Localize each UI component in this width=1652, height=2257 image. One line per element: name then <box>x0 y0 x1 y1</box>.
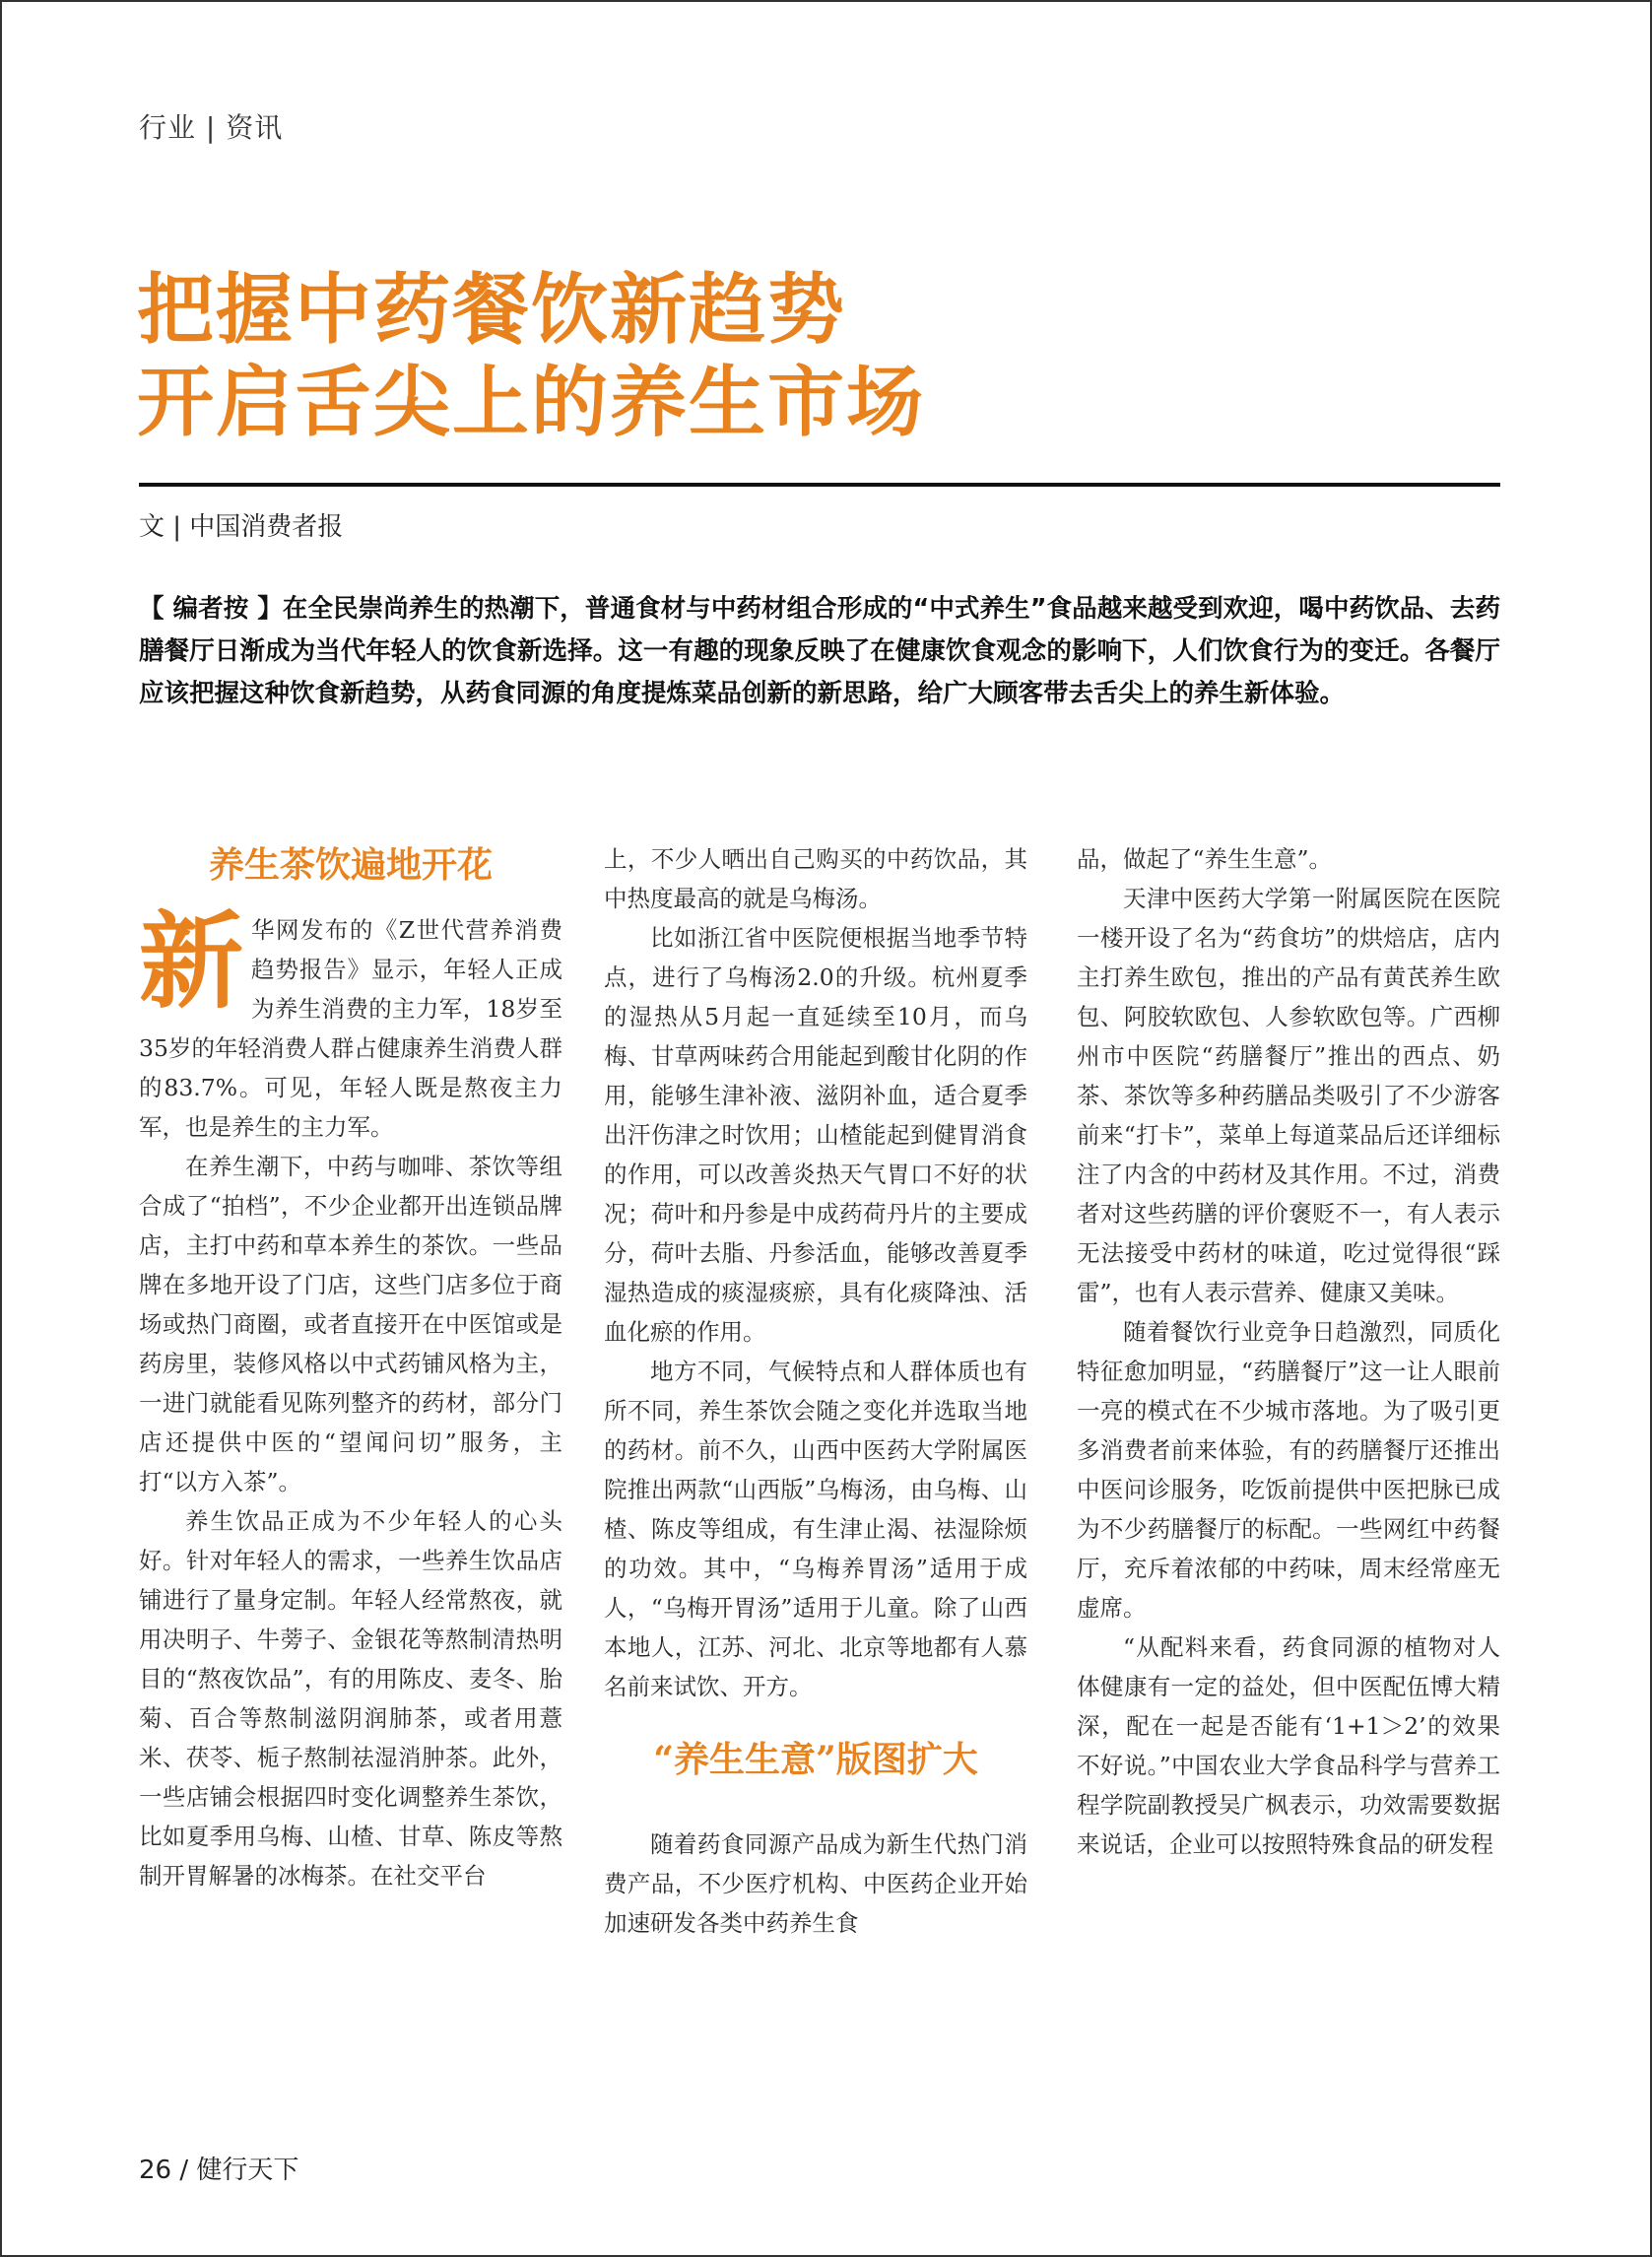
column-1 <box>139 839 562 1895</box>
paragraph: 天津中医药大学第一附属医院在医院一楼开设了名为“药食坊”的烘焙店，店内主打养生欧包，推出的产品有黄芪养生欧包、阿胶软欧包、人参软欧包等。广西柳州市中医院“药膳餐厅”推出的西点、奶茶、茶饮等多种药膳品类吸引了不少游客前来“打卡”，菜单上每道菜品后还详细标注了内含的中药材及其作用。不过，消费者对这些药膳的评价褒贬不一，有人表示无法接受中药材的味道，吃过觉得很“踩雷”，也有人表示营养、健康又美味。 <box>1077 885 1500 1306</box>
paragraph: 随着药食同源产品成为新生代热门消费产品，不少医疗机构、中医药企业开始加速研发各类中药养生食 <box>604 1830 1027 1937</box>
title-line-1: 把握中药餐饮新趋势 <box>137 265 847 355</box>
section-heading-business: “养生生意”版图扩大 <box>653 1739 978 1780</box>
paragraph: 地方不同，气候特点和人群体质也有所不同，养生茶饮会随之变化并选取当地的药材。前不久，山西中医药大学附属医院推出两款“山西版”乌梅汤，由乌梅、山楂、陈皮等组成，有生津止渴、祛湿除烦的功效。其中，“乌梅养胃汤”适用于成人，“乌梅开胃汤”适用于儿童。除了山西本地人，江苏、河北、北京等地都有人慕名前来试饮、开方。 <box>604 1358 1027 1700</box>
paragraph <box>139 899 562 1147</box>
paragraph: 比如浙江省中医院便根据当地季节特点，进行了乌梅汤2.0的升级。杭州夏季的湿热从5月起一直延续至10月，而乌梅、甘草两味药合用能起到酸甘化阴的作用，能够生津补液、滋阴补血，适合夏季出汗伤津之时饮用；山楂能起到健胃消食的作用，可以改善炎热天气胃口不好的状况；荷叶和丹参是中成药荷丹片的主要成分，荷叶去脂、丹参活血，能够改善夏季湿热造成的痰湿痰瘀，具有化痰降浊、活血化瘀的作用。 <box>604 924 1027 1346</box>
paragraph: 在养生潮下，中药与咖啡、茶饮等组合成了“拍档”，不少企业都开出连锁品牌店，主打中药和草本养生的茶饮。一些品牌在多地开设了门店，这些门店多位于商场或热门商圈，或者直接开在中医馆或是药房里，装修风格以中式药铺风格为主，一进门就能看见陈列整齐的药材，部分门店还提供中医的“望闻问切”服务，主打“以方入茶”。 <box>139 1153 562 1495</box>
column-3 <box>1077 839 1500 1864</box>
paragraph-text: 华网发布的《Z世代营养消费趋势报告》显示，年轻人正成为养生消费的主力军，18岁至35岁的年轻消费人群占健康养生消费人群的83.7%。可见，年轻人既是熬夜主力军，也是养生的主力军。 <box>139 916 562 1141</box>
paragraph: 品，做起了“养生生意”。 <box>1077 845 1333 873</box>
title-line-2: 开启舌尖上的养生市场 <box>137 358 926 447</box>
paragraph: 养生饮品正成为不少年轻人的心头好。针对年轻人的需求，一些养生饮品店铺进行了量身定制。年轻人经常熬夜，就用决明子、牛蒡子、金银花等熬制清热明目的“熬夜饮品”，有的用陈皮、麦冬、胎菊、百合等熬制滋阴润肺茶，或者用薏米、茯苓、栀子熬制祛湿消肿茶。此外，一些店铺会根据四时变化调整养生茶饮，比如夏季用乌梅、山楂、甘草、陈皮等熬制开胃解暑的冰梅茶。在社交平台 <box>139 1507 562 1890</box>
section-label: 行业 | 资讯 <box>139 111 284 144</box>
column-2 <box>604 839 1027 1943</box>
page-footer: 26 / 健行天下 <box>139 2156 299 2185</box>
paragraph: 上，不少人晒出自己购买的中药饮品，其中热度最高的就是乌梅汤。 <box>604 845 1027 912</box>
byline: 文 | 中国消费者报 <box>139 512 344 542</box>
title-divider <box>139 483 1500 487</box>
drop-cap: 新 <box>139 899 243 1023</box>
editor-note: 【 编者按 】在全民崇尚养生的热潮下，普通食材与中药材组合形成的“中式养生”食品越来越受到欢迎，喝中药饮品、去药膳餐厅日渐成为当代年轻人的饮食新选择。这一有趣的现象反映了在健康饮食观念的影响下，人们饮食行为的变迁。各餐厅应该把握这种饮食新趋势，从药食同源的角度提炼菜品创新的新思路，给广大顾客带去舌尖上的养生新体验。 <box>139 594 1500 708</box>
article-title <box>137 264 925 449</box>
paragraph: 随着餐饮行业竞争日趋激烈，同质化特征愈加明显，“药膳餐厅”这一让人眼前一亮的模式在不少城市落地。为了吸引更多消费者前来体验，有的药膳餐厅还推出中医问诊服务，吃饭前提供中医把脉已成为不少药膳餐厅的标配。一些网红中药餐厅，充斥着浓郁的中药味，周末经常座无虚席。 <box>1077 1318 1500 1622</box>
paragraph: “从配料来看，药食同源的植物对人体健康有一定的益处，但中医配伍博大精深，配在一起是否能有‘1+1＞2’的效果不好说。”中国农业大学食品科学与营养工程学院副教授吴广枫表示，功效需要数据来说话，企业可以按照特殊食品的研发程 <box>1077 1633 1500 1858</box>
section-heading-tea: 养生茶饮遍地开花 <box>208 844 493 886</box>
